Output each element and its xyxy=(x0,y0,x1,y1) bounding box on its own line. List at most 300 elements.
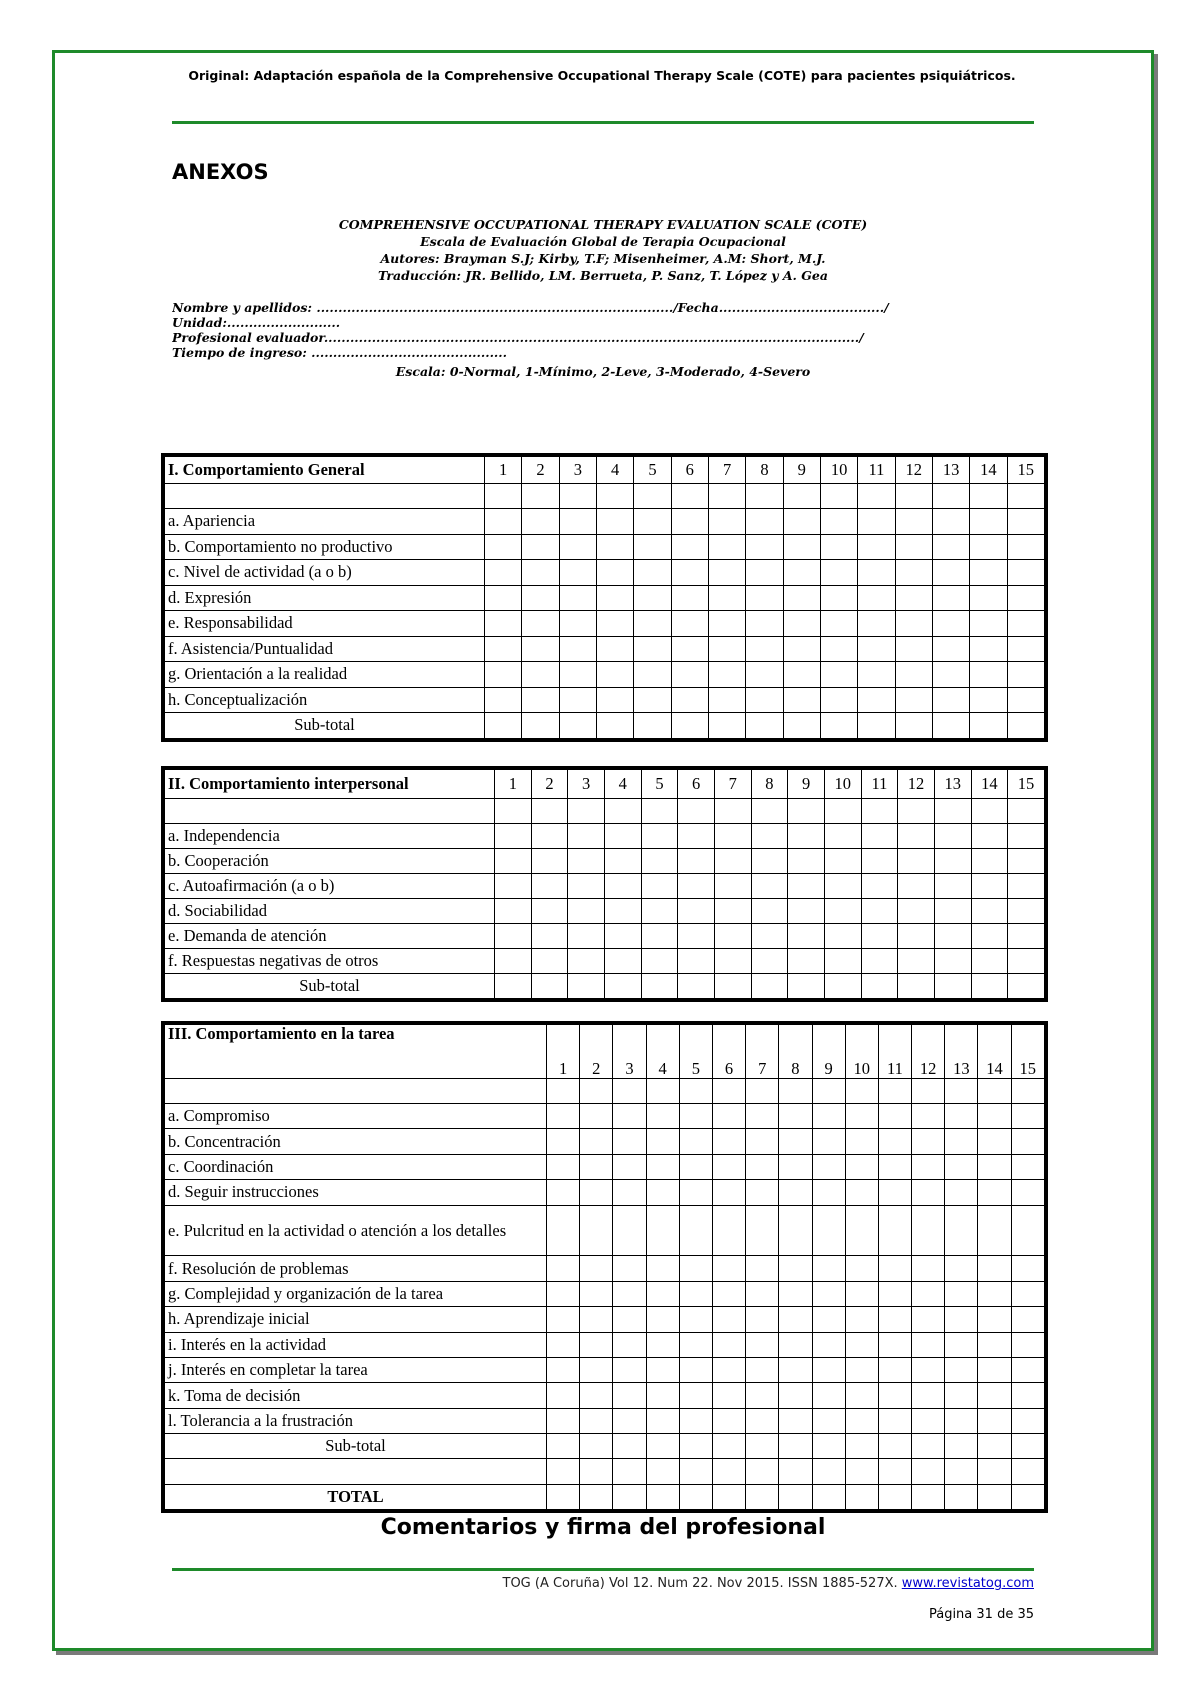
score-cell[interactable] xyxy=(580,1281,613,1306)
score-cell[interactable] xyxy=(547,1129,580,1154)
score-cell[interactable] xyxy=(788,899,825,924)
score-cell[interactable] xyxy=(934,799,971,824)
score-cell[interactable] xyxy=(679,1484,712,1509)
score-cell[interactable] xyxy=(678,949,715,974)
score-cell[interactable] xyxy=(783,611,820,637)
score-cell[interactable] xyxy=(845,1459,878,1484)
score-cell[interactable] xyxy=(559,636,596,662)
score-cell[interactable] xyxy=(641,874,678,899)
score-cell[interactable] xyxy=(812,1281,845,1306)
score-cell[interactable] xyxy=(783,534,820,560)
score-cell[interactable] xyxy=(812,1256,845,1281)
score-cell[interactable] xyxy=(858,534,895,560)
score-cell[interactable] xyxy=(580,1154,613,1179)
score-cell[interactable] xyxy=(820,534,857,560)
score-cell[interactable] xyxy=(934,949,971,974)
score-cell[interactable] xyxy=(604,924,641,949)
score-cell[interactable] xyxy=(898,974,935,999)
score-cell[interactable] xyxy=(971,874,1008,899)
score-cell[interactable] xyxy=(932,687,969,713)
score-cell[interactable] xyxy=(945,1307,978,1332)
score-cell[interactable] xyxy=(679,1307,712,1332)
score-cell[interactable] xyxy=(845,1129,878,1154)
score-cell[interactable] xyxy=(912,1079,945,1104)
score-cell[interactable] xyxy=(970,636,1007,662)
score-cell[interactable] xyxy=(978,1383,1011,1408)
score-cell[interactable] xyxy=(714,949,751,974)
score-cell[interactable] xyxy=(641,824,678,849)
score-cell[interactable] xyxy=(679,1281,712,1306)
score-cell[interactable] xyxy=(779,1079,812,1104)
score-cell[interactable] xyxy=(580,1408,613,1433)
score-cell[interactable] xyxy=(932,662,969,688)
score-cell[interactable] xyxy=(779,1357,812,1382)
score-cell[interactable] xyxy=(945,1104,978,1129)
score-cell[interactable] xyxy=(712,1180,745,1205)
score-cell[interactable] xyxy=(878,1383,911,1408)
score-cell[interactable] xyxy=(845,1383,878,1408)
score-cell[interactable] xyxy=(531,974,568,999)
score-cell[interactable] xyxy=(634,585,671,611)
score-cell[interactable] xyxy=(1008,899,1045,924)
score-cell[interactable] xyxy=(970,534,1007,560)
score-cell[interactable] xyxy=(912,1434,945,1459)
score-cell[interactable] xyxy=(678,924,715,949)
score-cell[interactable] xyxy=(547,1307,580,1332)
score-cell[interactable] xyxy=(596,687,633,713)
score-cell[interactable] xyxy=(751,949,788,974)
score-cell[interactable] xyxy=(522,662,559,688)
score-cell[interactable] xyxy=(779,1459,812,1484)
score-cell[interactable] xyxy=(746,1281,779,1306)
score-cell[interactable] xyxy=(613,1383,646,1408)
score-cell[interactable] xyxy=(495,899,532,924)
score-cell[interactable] xyxy=(1011,1256,1044,1281)
score-cell[interactable] xyxy=(679,1357,712,1382)
admission-time-field[interactable]: Tiempo de ingreso: ............................................. xyxy=(172,345,507,360)
score-cell[interactable] xyxy=(845,1154,878,1179)
score-cell[interactable] xyxy=(812,1332,845,1357)
score-cell[interactable] xyxy=(895,484,932,509)
score-cell[interactable] xyxy=(895,687,932,713)
score-cell[interactable] xyxy=(1007,636,1044,662)
score-cell[interactable] xyxy=(671,662,708,688)
score-cell[interactable] xyxy=(746,611,783,637)
score-cell[interactable] xyxy=(945,1434,978,1459)
score-cell[interactable] xyxy=(945,1281,978,1306)
score-cell[interactable] xyxy=(971,899,1008,924)
score-cell[interactable] xyxy=(531,899,568,924)
score-cell[interactable] xyxy=(485,713,522,739)
score-cell[interactable] xyxy=(646,1205,679,1256)
score-cell[interactable] xyxy=(1011,1180,1044,1205)
score-cell[interactable] xyxy=(746,1434,779,1459)
score-cell[interactable] xyxy=(812,1408,845,1433)
score-cell[interactable] xyxy=(1011,1459,1044,1484)
score-cell[interactable] xyxy=(646,1408,679,1433)
score-cell[interactable] xyxy=(845,1281,878,1306)
score-cell[interactable] xyxy=(746,713,783,739)
score-cell[interactable] xyxy=(779,1281,812,1306)
score-cell[interactable] xyxy=(820,509,857,535)
score-cell[interactable] xyxy=(531,924,568,949)
score-cell[interactable] xyxy=(746,1129,779,1154)
score-cell[interactable] xyxy=(932,585,969,611)
score-cell[interactable] xyxy=(1008,924,1045,949)
score-cell[interactable] xyxy=(580,1357,613,1382)
score-cell[interactable] xyxy=(912,1357,945,1382)
score-cell[interactable] xyxy=(708,611,745,637)
score-cell[interactable] xyxy=(746,687,783,713)
score-cell[interactable] xyxy=(932,560,969,586)
score-cell[interactable] xyxy=(945,1079,978,1104)
score-cell[interactable] xyxy=(895,636,932,662)
score-cell[interactable] xyxy=(978,1079,1011,1104)
score-cell[interactable] xyxy=(845,1256,878,1281)
score-cell[interactable] xyxy=(613,1104,646,1129)
score-cell[interactable] xyxy=(547,1434,580,1459)
score-cell[interactable] xyxy=(547,1180,580,1205)
score-cell[interactable] xyxy=(646,1459,679,1484)
score-cell[interactable] xyxy=(746,1332,779,1357)
score-cell[interactable] xyxy=(934,874,971,899)
score-cell[interactable] xyxy=(568,874,605,899)
score-cell[interactable] xyxy=(646,1154,679,1179)
score-cell[interactable] xyxy=(878,1307,911,1332)
score-cell[interactable] xyxy=(858,560,895,586)
score-cell[interactable] xyxy=(788,974,825,999)
score-cell[interactable] xyxy=(970,585,1007,611)
score-cell[interactable] xyxy=(820,585,857,611)
score-cell[interactable] xyxy=(895,713,932,739)
score-cell[interactable] xyxy=(1008,824,1045,849)
score-cell[interactable] xyxy=(746,1408,779,1433)
score-cell[interactable] xyxy=(878,1205,911,1256)
score-cell[interactable] xyxy=(613,1079,646,1104)
score-cell[interactable] xyxy=(812,1434,845,1459)
score-cell[interactable] xyxy=(912,1408,945,1433)
score-cell[interactable] xyxy=(746,662,783,688)
score-cell[interactable] xyxy=(1008,799,1045,824)
score-cell[interactable] xyxy=(708,534,745,560)
score-cell[interactable] xyxy=(820,560,857,586)
score-cell[interactable] xyxy=(945,1205,978,1256)
score-cell[interactable] xyxy=(858,484,895,509)
score-cell[interactable] xyxy=(945,1459,978,1484)
score-cell[interactable] xyxy=(824,974,861,999)
score-cell[interactable] xyxy=(812,1307,845,1332)
score-cell[interactable] xyxy=(878,1484,911,1509)
score-cell[interactable] xyxy=(596,484,633,509)
score-cell[interactable] xyxy=(912,1129,945,1154)
score-cell[interactable] xyxy=(1011,1357,1044,1382)
score-cell[interactable] xyxy=(751,899,788,924)
score-cell[interactable] xyxy=(978,1434,1011,1459)
score-cell[interactable] xyxy=(746,1459,779,1484)
score-cell[interactable] xyxy=(932,611,969,637)
score-cell[interactable] xyxy=(708,713,745,739)
score-cell[interactable] xyxy=(580,1104,613,1129)
score-cell[interactable] xyxy=(861,824,898,849)
score-cell[interactable] xyxy=(646,1332,679,1357)
score-cell[interactable] xyxy=(788,849,825,874)
score-cell[interactable] xyxy=(559,509,596,535)
score-cell[interactable] xyxy=(746,1205,779,1256)
score-cell[interactable] xyxy=(820,713,857,739)
score-cell[interactable] xyxy=(898,849,935,874)
score-cell[interactable] xyxy=(634,534,671,560)
score-cell[interactable] xyxy=(522,636,559,662)
score-cell[interactable] xyxy=(978,1129,1011,1154)
score-cell[interactable] xyxy=(604,824,641,849)
evaluator-field[interactable]: Profesional evaluador.........................................................................................................................../ xyxy=(172,330,864,345)
score-cell[interactable] xyxy=(812,1079,845,1104)
score-cell[interactable] xyxy=(1008,849,1045,874)
score-cell[interactable] xyxy=(613,1154,646,1179)
score-cell[interactable] xyxy=(812,1383,845,1408)
score-cell[interactable] xyxy=(878,1079,911,1104)
score-cell[interactable] xyxy=(522,585,559,611)
score-cell[interactable] xyxy=(861,874,898,899)
score-cell[interactable] xyxy=(1011,1307,1044,1332)
score-cell[interactable] xyxy=(613,1434,646,1459)
score-cell[interactable] xyxy=(861,949,898,974)
score-cell[interactable] xyxy=(895,534,932,560)
score-cell[interactable] xyxy=(978,1104,1011,1129)
score-cell[interactable] xyxy=(580,1079,613,1104)
score-cell[interactable] xyxy=(779,1180,812,1205)
score-cell[interactable] xyxy=(1011,1079,1044,1104)
score-cell[interactable] xyxy=(978,1180,1011,1205)
score-cell[interactable] xyxy=(779,1205,812,1256)
score-cell[interactable] xyxy=(634,636,671,662)
score-cell[interactable] xyxy=(861,899,898,924)
score-cell[interactable] xyxy=(613,1180,646,1205)
score-cell[interactable] xyxy=(945,1332,978,1357)
score-cell[interactable] xyxy=(858,713,895,739)
score-cell[interactable] xyxy=(485,560,522,586)
score-cell[interactable] xyxy=(714,899,751,924)
score-cell[interactable] xyxy=(895,509,932,535)
score-cell[interactable] xyxy=(878,1129,911,1154)
score-cell[interactable] xyxy=(912,1484,945,1509)
score-cell[interactable] xyxy=(932,484,969,509)
score-cell[interactable] xyxy=(751,824,788,849)
score-cell[interactable] xyxy=(522,534,559,560)
score-cell[interactable] xyxy=(712,1205,745,1256)
score-cell[interactable] xyxy=(783,560,820,586)
journal-link[interactable]: www.revistatog.com xyxy=(901,1576,1034,1591)
score-cell[interactable] xyxy=(746,1180,779,1205)
score-cell[interactable] xyxy=(678,799,715,824)
score-cell[interactable] xyxy=(895,662,932,688)
score-cell[interactable] xyxy=(613,1307,646,1332)
score-cell[interactable] xyxy=(596,585,633,611)
score-cell[interactable] xyxy=(641,949,678,974)
score-cell[interactable] xyxy=(861,924,898,949)
score-cell[interactable] xyxy=(559,611,596,637)
score-cell[interactable] xyxy=(912,1332,945,1357)
score-cell[interactable] xyxy=(646,1307,679,1332)
score-cell[interactable] xyxy=(604,899,641,924)
score-cell[interactable] xyxy=(1007,484,1044,509)
score-cell[interactable] xyxy=(646,1129,679,1154)
score-cell[interactable] xyxy=(934,899,971,924)
score-cell[interactable] xyxy=(568,824,605,849)
score-cell[interactable] xyxy=(1011,1104,1044,1129)
score-cell[interactable] xyxy=(712,1332,745,1357)
score-cell[interactable] xyxy=(613,1408,646,1433)
score-cell[interactable] xyxy=(746,560,783,586)
score-cell[interactable] xyxy=(1011,1205,1044,1256)
score-cell[interactable] xyxy=(708,585,745,611)
score-cell[interactable] xyxy=(746,1307,779,1332)
score-cell[interactable] xyxy=(679,1383,712,1408)
score-cell[interactable] xyxy=(934,974,971,999)
score-cell[interactable] xyxy=(945,1357,978,1382)
score-cell[interactable] xyxy=(522,713,559,739)
score-cell[interactable] xyxy=(604,874,641,899)
score-cell[interactable] xyxy=(646,1383,679,1408)
score-cell[interactable] xyxy=(1007,687,1044,713)
score-cell[interactable] xyxy=(712,1281,745,1306)
score-cell[interactable] xyxy=(714,824,751,849)
score-cell[interactable] xyxy=(613,1281,646,1306)
score-cell[interactable] xyxy=(746,1383,779,1408)
score-cell[interactable] xyxy=(712,1383,745,1408)
score-cell[interactable] xyxy=(1011,1408,1044,1433)
score-cell[interactable] xyxy=(678,874,715,899)
score-cell[interactable] xyxy=(945,1383,978,1408)
score-cell[interactable] xyxy=(898,799,935,824)
score-cell[interactable] xyxy=(1007,560,1044,586)
score-cell[interactable] xyxy=(878,1332,911,1357)
score-cell[interactable] xyxy=(485,585,522,611)
score-cell[interactable] xyxy=(779,1154,812,1179)
score-cell[interactable] xyxy=(641,974,678,999)
score-cell[interactable] xyxy=(547,1459,580,1484)
score-cell[interactable] xyxy=(746,1079,779,1104)
score-cell[interactable] xyxy=(714,974,751,999)
score-cell[interactable] xyxy=(845,1205,878,1256)
score-cell[interactable] xyxy=(783,687,820,713)
score-cell[interactable] xyxy=(912,1104,945,1129)
score-cell[interactable] xyxy=(898,874,935,899)
score-cell[interactable] xyxy=(634,484,671,509)
score-cell[interactable] xyxy=(751,974,788,999)
score-cell[interactable] xyxy=(812,1154,845,1179)
score-cell[interactable] xyxy=(671,713,708,739)
score-cell[interactable] xyxy=(858,585,895,611)
score-cell[interactable] xyxy=(712,1104,745,1129)
score-cell[interactable] xyxy=(1007,585,1044,611)
score-cell[interactable] xyxy=(978,1484,1011,1509)
score-cell[interactable] xyxy=(646,1180,679,1205)
score-cell[interactable] xyxy=(708,636,745,662)
score-cell[interactable] xyxy=(970,611,1007,637)
score-cell[interactable] xyxy=(812,1129,845,1154)
score-cell[interactable] xyxy=(613,1459,646,1484)
score-cell[interactable] xyxy=(1011,1154,1044,1179)
score-cell[interactable] xyxy=(845,1180,878,1205)
score-cell[interactable] xyxy=(531,874,568,899)
score-cell[interactable] xyxy=(934,824,971,849)
score-cell[interactable] xyxy=(746,585,783,611)
score-cell[interactable] xyxy=(714,874,751,899)
score-cell[interactable] xyxy=(1007,713,1044,739)
score-cell[interactable] xyxy=(788,924,825,949)
score-cell[interactable] xyxy=(568,974,605,999)
score-cell[interactable] xyxy=(932,509,969,535)
score-cell[interactable] xyxy=(559,687,596,713)
score-cell[interactable] xyxy=(812,1104,845,1129)
score-cell[interactable] xyxy=(646,1256,679,1281)
score-cell[interactable] xyxy=(779,1408,812,1433)
score-cell[interactable] xyxy=(559,534,596,560)
score-cell[interactable] xyxy=(547,1104,580,1129)
score-cell[interactable] xyxy=(712,1256,745,1281)
score-cell[interactable] xyxy=(495,824,532,849)
score-cell[interactable] xyxy=(912,1180,945,1205)
score-cell[interactable] xyxy=(845,1307,878,1332)
score-cell[interactable] xyxy=(531,849,568,874)
score-cell[interactable] xyxy=(641,849,678,874)
score-cell[interactable] xyxy=(679,1459,712,1484)
score-cell[interactable] xyxy=(1007,611,1044,637)
score-cell[interactable] xyxy=(970,509,1007,535)
score-cell[interactable] xyxy=(978,1332,1011,1357)
score-cell[interactable] xyxy=(912,1205,945,1256)
score-cell[interactable] xyxy=(646,1357,679,1382)
score-cell[interactable] xyxy=(970,687,1007,713)
score-cell[interactable] xyxy=(485,509,522,535)
score-cell[interactable] xyxy=(641,924,678,949)
score-cell[interactable] xyxy=(547,1383,580,1408)
score-cell[interactable] xyxy=(978,1281,1011,1306)
score-cell[interactable] xyxy=(712,1459,745,1484)
score-cell[interactable] xyxy=(559,713,596,739)
score-cell[interactable] xyxy=(1008,949,1045,974)
score-cell[interactable] xyxy=(1007,534,1044,560)
score-cell[interactable] xyxy=(971,974,1008,999)
score-cell[interactable] xyxy=(779,1129,812,1154)
score-cell[interactable] xyxy=(788,799,825,824)
score-cell[interactable] xyxy=(596,560,633,586)
score-cell[interactable] xyxy=(679,1079,712,1104)
score-cell[interactable] xyxy=(878,1357,911,1382)
score-cell[interactable] xyxy=(945,1256,978,1281)
score-cell[interactable] xyxy=(824,924,861,949)
score-cell[interactable] xyxy=(824,899,861,924)
score-cell[interactable] xyxy=(712,1484,745,1509)
score-cell[interactable] xyxy=(679,1256,712,1281)
score-cell[interactable] xyxy=(547,1079,580,1104)
score-cell[interactable] xyxy=(495,874,532,899)
score-cell[interactable] xyxy=(634,713,671,739)
score-cell[interactable] xyxy=(912,1459,945,1484)
score-cell[interactable] xyxy=(596,611,633,637)
score-cell[interactable] xyxy=(812,1205,845,1256)
score-cell[interactable] xyxy=(779,1104,812,1129)
score-cell[interactable] xyxy=(820,687,857,713)
score-cell[interactable] xyxy=(912,1383,945,1408)
score-cell[interactable] xyxy=(495,849,532,874)
score-cell[interactable] xyxy=(634,560,671,586)
score-cell[interactable] xyxy=(878,1408,911,1433)
score-cell[interactable] xyxy=(708,484,745,509)
score-cell[interactable] xyxy=(671,509,708,535)
score-cell[interactable] xyxy=(678,824,715,849)
